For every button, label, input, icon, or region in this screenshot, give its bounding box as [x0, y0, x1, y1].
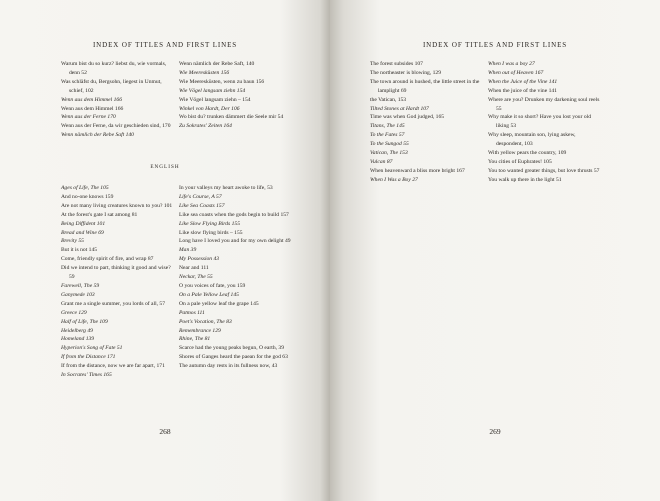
- index-entry-text: Vulcan 87: [370, 158, 393, 165]
- index-entry-text: Scarce had the young peaks begun, O earth, 39: [179, 345, 285, 352]
- index-entry: [61, 202, 173, 211]
- index-entry-text: And no-one knows 159: [61, 193, 114, 200]
- index-entry: [179, 273, 297, 282]
- index-entry-text: Like sea coasts when the gods begin to build 157: [179, 211, 289, 218]
- index-entry-text: Poet's Vocation, The 83: [179, 318, 232, 325]
- index-entry-text: You too wanted greater things, but love thrusts 57: [488, 167, 600, 174]
- index-entry: [179, 60, 291, 69]
- index-entry: [61, 264, 173, 282]
- index-entry: [488, 60, 602, 69]
- index-entry-text: Remembrance 129: [179, 327, 221, 334]
- index-entry-text: Wenn nämlich der Rebe Saft 140: [61, 132, 134, 139]
- page-heading: INDEX OF TITLES AND FIRST LINES: [422, 41, 568, 49]
- index-entry-text: At the forest's gate I sat among 81: [61, 211, 138, 218]
- index-entry: [370, 78, 482, 96]
- index-entry: [179, 318, 297, 327]
- index-entry: [370, 69, 482, 78]
- page-heading: INDEX OF TITLES AND FIRST LINES: [92, 41, 238, 49]
- index-entry-text: Half of Life, The 109: [61, 318, 108, 325]
- index-entry: [61, 246, 173, 255]
- index-entry: [488, 149, 602, 158]
- index-entry: [179, 87, 291, 96]
- index-entry: [61, 220, 173, 229]
- index-entry-text: Wenn aus dem Himmel 166: [61, 96, 123, 103]
- index-entry-text: Why sleep, mountain son, lying askew, despondent, 103: [488, 132, 576, 148]
- index-entry: [370, 158, 482, 167]
- index-entry: [61, 131, 173, 140]
- index-entry-text: Heidelberg 49: [61, 327, 93, 334]
- index-entry: [370, 122, 482, 131]
- index-entry-text: In your valleys my heart awoke to life, 53: [179, 185, 273, 191]
- index-entry: [61, 211, 173, 220]
- index-entry-text: The town around is hushed, the little street in the lamplight 69: [370, 78, 480, 94]
- index-entry-text: Wenn aus dem Himmel 166: [61, 105, 124, 112]
- index-entry-text: Life's Course, A 57: [179, 193, 222, 200]
- index-entry-text: Come, friendly spirit of fire, and wrap 87: [61, 256, 154, 263]
- index-entry-text: Brevity 55: [61, 238, 84, 245]
- index-entry: [179, 255, 297, 264]
- index-entry-text: Wenn aus der Ferne 170: [61, 114, 116, 121]
- index-entry: [370, 131, 482, 140]
- index-entry: [488, 158, 602, 167]
- index-entry: [61, 237, 173, 246]
- index-entry-text: Warum bist du so kurz? liebst du, wie vormals, denn 52: [61, 61, 167, 76]
- index-entry: [370, 105, 482, 114]
- index-entry-text: Wo bist du? trunken dämmert die Seele mir 54: [179, 114, 284, 121]
- index-entry: [370, 176, 482, 185]
- index-entry-text: Bread and Wine 69: [61, 229, 104, 236]
- index-entry-text: When I Was a Boy 27: [370, 176, 418, 183]
- index-entry: [179, 246, 297, 255]
- index-entry-text: Grant me a single summer, you lords of all, 57: [61, 300, 166, 307]
- index-entry: [61, 184, 173, 193]
- index-entry: [370, 167, 482, 176]
- index-entry: [179, 229, 297, 238]
- index-entry-text: Time was when God judged, 165: [370, 114, 445, 121]
- page-number: 269: [489, 427, 501, 436]
- index-entry: [370, 149, 482, 158]
- index-entry: [179, 184, 297, 193]
- index-entry: [61, 309, 173, 318]
- index-entry: [488, 87, 602, 96]
- index-entry: [61, 113, 173, 122]
- index-entry: [179, 344, 297, 353]
- index-entry: [179, 202, 297, 211]
- page-number: 268: [159, 427, 171, 436]
- index-entry: [61, 96, 173, 105]
- index-entry: [61, 353, 173, 362]
- index-entry-text: The northeaster is blowing, 129: [370, 69, 441, 76]
- index-entry-text: Being Diffident 101: [61, 220, 106, 227]
- index-entry: [61, 362, 173, 371]
- index-entry-text: Like Sea Coasts 157: [179, 202, 225, 209]
- index-entry-text: On a pale yellow leaf the grape 145: [179, 300, 259, 307]
- index-entry-text: Hyperion's Song of Fate 51: [61, 345, 123, 352]
- index-entry: [179, 362, 297, 371]
- index-entry: [61, 344, 173, 353]
- index-entry-text: Like slow flying birds – 155: [179, 229, 243, 236]
- index-entry-text: When out of Heaven 167: [488, 69, 544, 76]
- index-entry: [179, 237, 297, 246]
- index-entry-text: Long have I loved you and for my own delight 49: [179, 238, 291, 245]
- index-entry-text: Man 39: [179, 247, 197, 254]
- index-entry-text: But it is not 145: [61, 247, 98, 254]
- index-entry-text: If from the Distance 171: [61, 354, 116, 361]
- index-entry: [179, 105, 291, 114]
- index-entry-text: With yellow pears the country, 109: [488, 150, 567, 157]
- index-entry-text: The autumn day rests in its fullness now, 43: [179, 363, 278, 370]
- index-entry: [61, 122, 173, 131]
- index-entry-text: Was schläfst du, Bergsohn, liegest in Unmut, schief, 102: [61, 78, 162, 94]
- index-entry: [61, 371, 173, 380]
- index-entry: [179, 309, 297, 318]
- index-entry-text: You cities of Euphrates! 105: [488, 158, 552, 165]
- index-entry-text: Homeland 139: [61, 336, 95, 343]
- index-entry: [179, 78, 291, 87]
- index-entry-text: Wie Vögel langsam ziehn – 154: [179, 96, 251, 103]
- index-entry: [179, 353, 297, 362]
- index-entry: [61, 282, 173, 291]
- index-entry: [179, 335, 297, 344]
- index-entry-text: Like Slow Flying Birds 155: [179, 220, 241, 227]
- index-entry-text: Farewell, The 59: [61, 282, 100, 289]
- index-entry: [179, 327, 297, 336]
- index-entry: [61, 255, 173, 264]
- index-entry: [179, 122, 291, 131]
- index-entry: [370, 140, 482, 149]
- index-entry: [488, 176, 602, 185]
- index-entry-text: Wenn aus der Ferne, da wir geschieden sind, 170: [61, 123, 171, 130]
- index-entry-text: Shores of Ganges heard the paean for the god 63: [179, 354, 288, 361]
- index-entry: [179, 113, 291, 122]
- index-entry-text: Titans, The 145: [370, 123, 405, 130]
- index-entry-text: In Socrates' Times 165: [61, 372, 112, 379]
- index-entry-text: Patmos 111: [179, 309, 205, 316]
- index-entry: [179, 291, 297, 300]
- index-entry: [179, 300, 297, 309]
- index-entry-text: Did we intend to part, thinking it good and wise? 59: [61, 265, 171, 281]
- index-entry-text: If from the distance, now we are far apart, 171: [61, 363, 165, 370]
- index-entry: [179, 211, 297, 220]
- index-entry-text: Near and 111: [179, 265, 209, 272]
- index-entry: [370, 113, 482, 122]
- index-entry: [488, 96, 602, 114]
- index-entry: [370, 96, 482, 105]
- index-entry: [61, 78, 173, 96]
- index-entry: [61, 193, 173, 202]
- index-entry: [61, 105, 173, 114]
- index-entry-text: Wie Meeresküsten 156: [179, 69, 230, 76]
- index-entry: [488, 113, 602, 131]
- index-entry-text: Neckar, The 55: [179, 274, 213, 281]
- index-entry-text: When I was a boy 27: [488, 61, 535, 67]
- english-index-column-3: [370, 60, 482, 185]
- index-entry: [61, 229, 173, 238]
- index-entry-text: Tilted Stones at Hardt 107: [370, 105, 429, 112]
- right-page: [330, 0, 660, 501]
- index-entry-text: O you voices of fate, you 159: [179, 282, 246, 289]
- index-entry-text: Greece 129: [61, 309, 87, 316]
- index-entry-text: Vatican, The 153: [370, 150, 408, 157]
- index-entry: [488, 78, 602, 87]
- index-entry-text: Wie Meeresküsten, wenn zu baun 156: [179, 78, 265, 85]
- german-index-column-2: [179, 60, 291, 131]
- index-entry-text: Why make it so short? Have you lost your old liking 53: [488, 114, 592, 130]
- index-entry: [179, 96, 291, 105]
- index-entry: [370, 60, 482, 69]
- index-entry-text: When the juice of the vine 141: [488, 87, 557, 94]
- german-index-column-1: [61, 60, 173, 140]
- index-entry-text: Winkel von Hardt, Der 106: [179, 105, 240, 112]
- index-entry-text: Are not many living creatures known to you? 101: [61, 202, 173, 209]
- index-entry: [488, 131, 602, 149]
- index-entry-text: To the Sungod 55: [370, 141, 409, 148]
- index-entry: [179, 193, 297, 202]
- index-entry-text: My Possession 43: [179, 256, 220, 263]
- index-entry: [61, 318, 173, 327]
- index-entry: [61, 327, 173, 336]
- index-entry: [61, 291, 173, 300]
- english-index-column-4: [488, 60, 602, 185]
- index-entry-text: Zu Sokrates' Zeiten 164: [179, 123, 232, 130]
- index-entry: [61, 300, 173, 309]
- index-entry: [61, 60, 173, 78]
- index-entry-text: When the Juice of the Vine 141: [488, 78, 558, 85]
- index-entry: [179, 264, 297, 273]
- english-index-column-2: [179, 184, 297, 371]
- index-entry-text: Ganymede 103: [61, 291, 95, 298]
- index-entry-text: To the Fates 57: [370, 132, 405, 139]
- index-entry: [179, 282, 297, 291]
- index-entry-text: When heavenward a bliss more bright 167: [370, 167, 465, 174]
- index-entry: [488, 167, 602, 176]
- index-entry: [179, 220, 297, 229]
- section-heading-english: ENGLISH: [150, 164, 180, 170]
- index-entry: [179, 69, 291, 78]
- index-entry-text: The forest subsides 107: [370, 61, 423, 67]
- index-entry-text: the Vatican, 153: [370, 96, 407, 103]
- index-entry: [488, 69, 602, 78]
- english-index-column-1: [61, 184, 173, 380]
- index-entry-text: On a Pale Yellow Leaf 145: [179, 291, 239, 298]
- index-entry-text: Where are you? Drunken my darkening soul reels 55: [488, 96, 600, 112]
- index-entry-text: Rhine, The 81: [179, 336, 211, 343]
- index-entry: [61, 335, 173, 344]
- index-entry-text: You walk up there in the light 51: [488, 176, 562, 183]
- index-entry-text: Wenn nämlich der Rebe Saft, 140: [179, 61, 255, 67]
- index-entry-text: Ages of Life, The 105: [61, 185, 109, 191]
- index-entry-text: Wie Vögel langsam ziehn 154: [179, 87, 246, 94]
